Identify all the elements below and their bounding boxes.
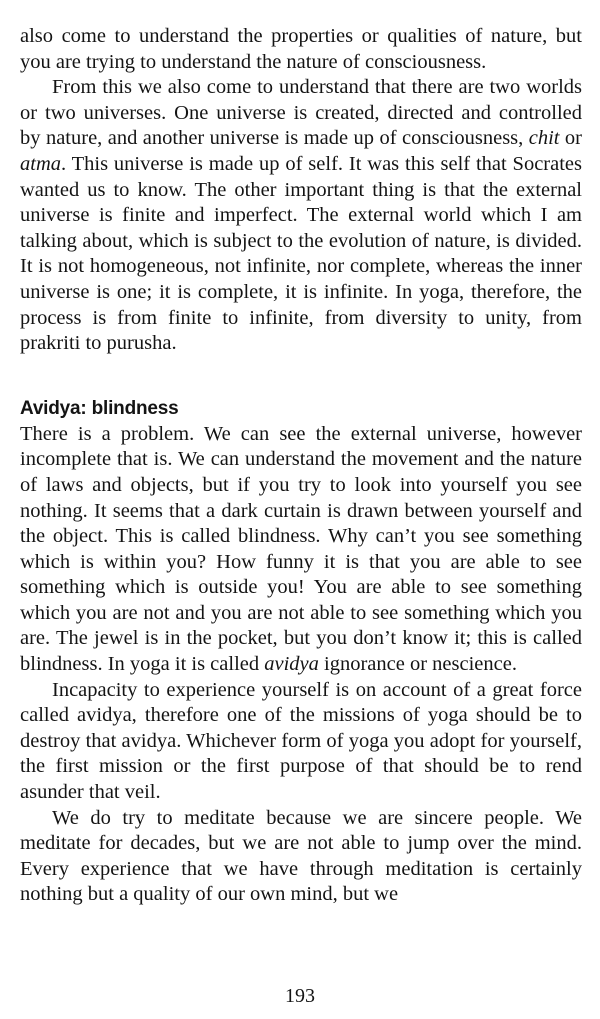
page-body: [20, 24, 582, 908]
paragraph-incapacity: Incapacity to experience yourself is on account of a great force called avidya, therefore one of the missions of yoga should be to destroy that avidya. Whichever form of yoga you adopt for yourself, the first mission or the first purpose of that should be to rend asunder that veil.: [20, 678, 582, 804]
term-atma: atma: [20, 152, 61, 175]
term-avidya: avidya: [264, 653, 319, 676]
term-chit: chit: [528, 127, 560, 150]
page-number: 193: [285, 985, 315, 1007]
section-spacer: [20, 357, 582, 383]
section-heading: Avidya: blindness: [20, 397, 179, 419]
paragraph-blindness: There is a problem. We can see the external universe, however incomplete that is. We can understand the movement and the nature of laws and objects, but if you try to look into yourself you see nothing. It seems that a dark curtain is drawn between yourself and the object. This is called blindness. Why can’t you see something which is within you? How funny it is that you are able to see something which is outside you! You are able to see something which you are not and you are not able to see something which you are. The jewel is in the pocket, but you don’t know it; this is called blindness. In yoga it is called avidya ignorance or nescience.: [20, 422, 582, 676]
paragraph-meditation: We do try to meditate because we are sincere people. We meditate for decades, but we are not able to jump over the mind. Every experience that we have through meditation is certainly nothing but a quality of our own mind, but we: [20, 806, 582, 906]
paragraph-continued: also come to understand the properties or qualities of nature, but you are trying to understand the nature of consciousness.: [20, 25, 582, 73]
paragraph-two-universes: From this we also come to understand that there are two worlds or two universes. One universe is created, directed and controlled by nature, and another universe is made up of consciousness, chit or atma. This universe is made up of self. It was this self that Socrates wanted us to know. The other important thing is that the external universe is finite and imperfect. The external world which I am talking about, which is subject to the evolution of nature, is divided. It is not homogeneous, not infinite, nor complete, whereas the inner universe is one; it is complete, it is infinite. In yoga, therefore, the process is from finite to infinite, from diversity to unity, from prakriti to purusha.: [20, 76, 582, 355]
